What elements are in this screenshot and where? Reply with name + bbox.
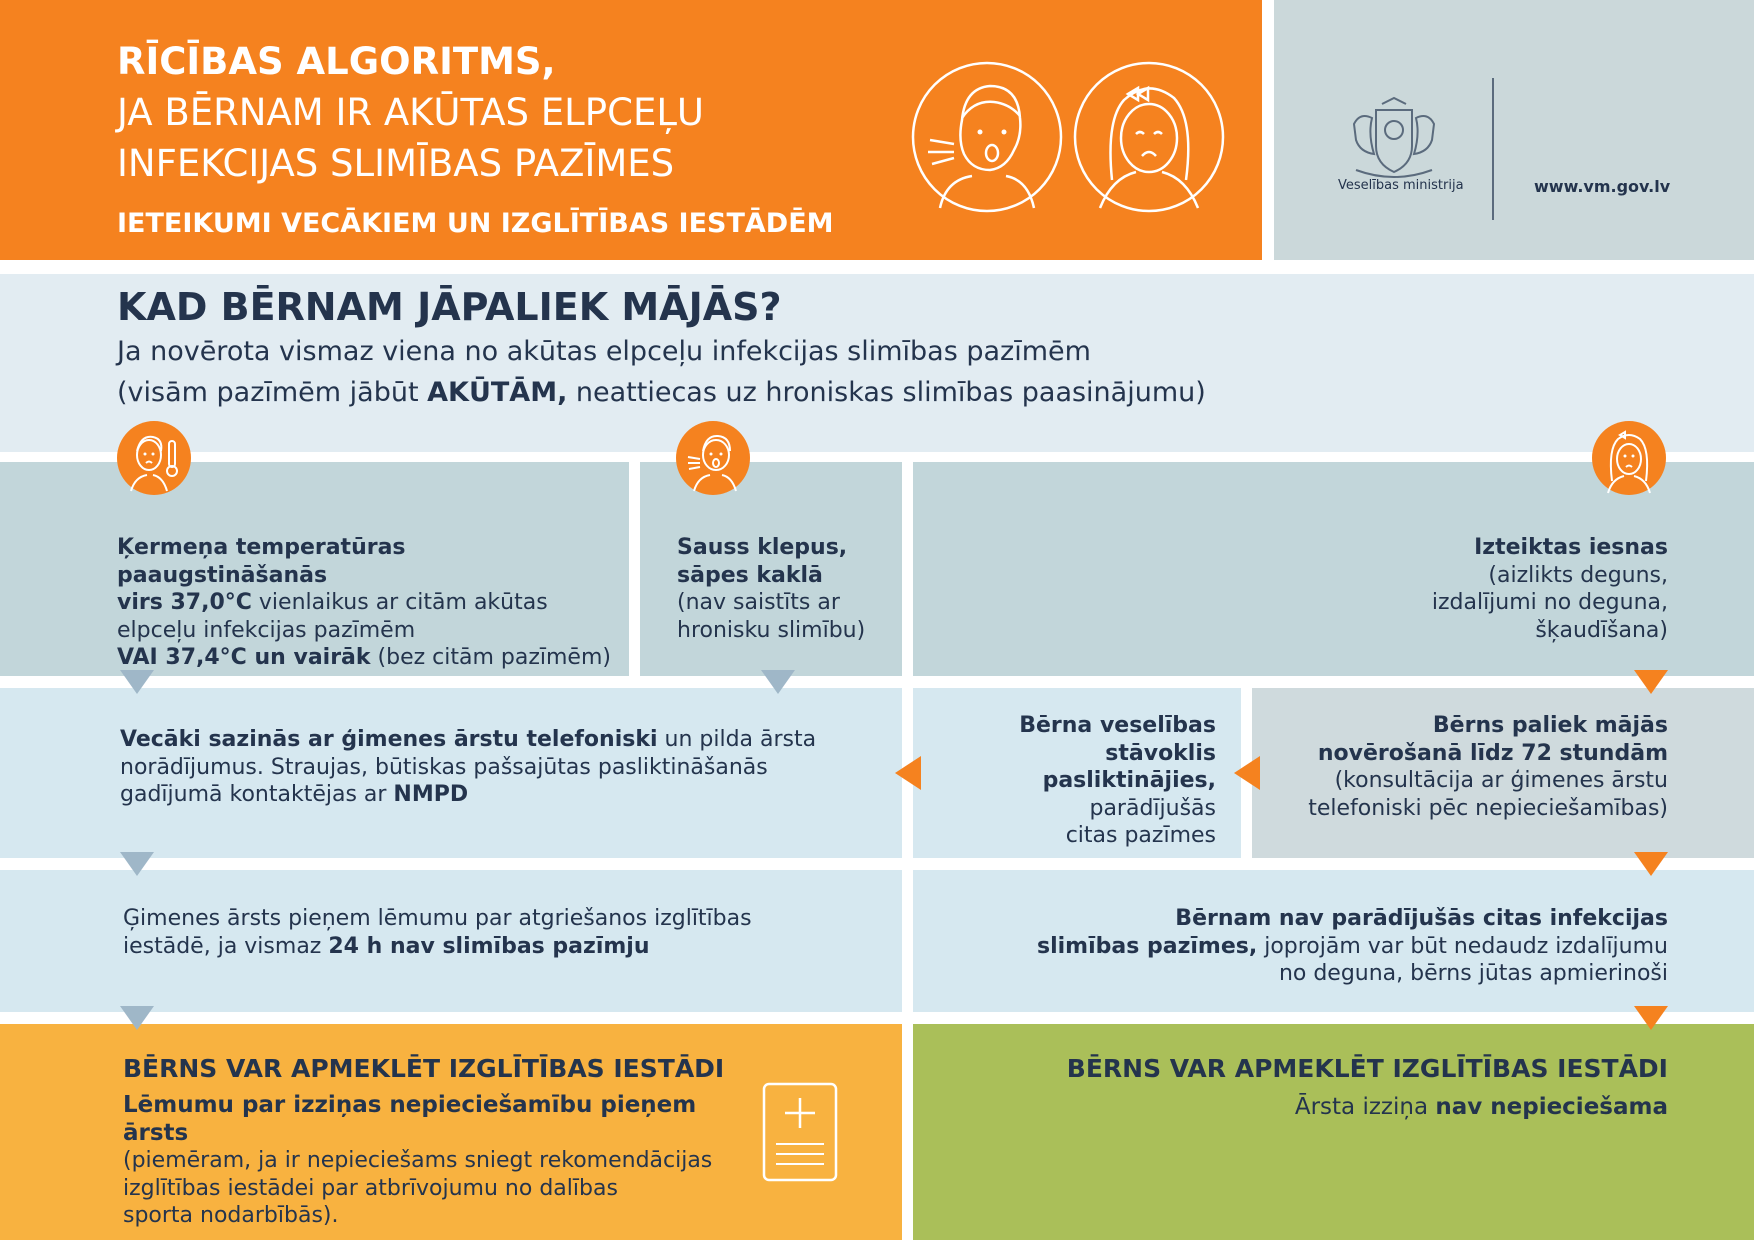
thermometer-child-icon: [117, 421, 191, 495]
parents-contact-text: Vecāki sazinās ar ģimenes ārstu telefoniski un pilda ārsta norādījumus. Straujas, būtiskas pašsajūtas pasliktināšanās gadījumā kontaktējas ar NMPD: [120, 727, 817, 807]
sick-girl-illustration: [1072, 60, 1226, 214]
ministry-name: Veselības ministrija: [1338, 178, 1464, 193]
medical-certificate-icon: [762, 1082, 838, 1182]
arrow-down-icon: [120, 670, 154, 694]
attend-school-title-right: BĒRNS VAR APMEKLĒT IZGLĪTĪBAS IESTĀDI: [1066, 1054, 1668, 1083]
arrow-left-icon: [1234, 756, 1260, 790]
arrow-left-icon: [895, 756, 921, 790]
symptom-temperature-text: Ķermeņa temperatūras paaugstināšanās virs 37,0°C vienlaikus ar citām akūtas elpceļu infekcijas pazīmēm VAI 37,4°C un vairāk (bez citām pazīmēm): [117, 535, 611, 670]
coughing-child-icon: [676, 421, 750, 495]
stay-home-text: Bērns paliek mājās novērošanā līdz 72 stundām (konsultācija ar ģimenes ārstu telefoniski pēc nepieciešamības): [1308, 713, 1668, 821]
no-other-symptoms-text: Bērnam nav parādījušās citas infekcijas slimības pazīmes, joprojām var būt nedaudz izdalījumu no deguna, bērns jūtas apmierinoši: [1036, 906, 1668, 986]
symptom-cough-text: Sauss klepus, sāpes kaklā (nav saistīts ar hronisku slimību): [677, 535, 866, 643]
header-title-line2: JA BĒRNAM IR AKŪTAS ELPCEĻU: [117, 91, 705, 134]
header-title: RĪCĪBAS ALGORITMS,: [117, 40, 556, 83]
arrow-down-icon: [120, 1006, 154, 1030]
arrow-down-icon: [1634, 670, 1668, 694]
arrow-down-icon: [120, 852, 154, 876]
arrow-down-icon: [761, 670, 795, 694]
condition-worsened-text: Bērna veselības stāvoklis pasliktinājies, parādījušās citas pazīmes: [1019, 713, 1216, 848]
arrow-down-icon: [1634, 1006, 1668, 1030]
ministry-url[interactable]: www.vm.gov.lv: [1534, 177, 1671, 196]
question-line2: (visām pazīmēm jābūt AKŪTĀM, neattiecas uz hroniskas slimības paasinājumu): [117, 377, 1206, 408]
attend-school-right-text: Ārsta izziņa nav nepieciešama: [1294, 1094, 1668, 1120]
logo-divider: [1492, 78, 1494, 220]
header-subtitle: IETEIKUMI VECĀKIEM UN IZGLĪTĪBAS IESTĀDĒM: [117, 208, 834, 239]
question-title: KAD BĒRNAM JĀPALIEK MĀJĀS?: [117, 285, 782, 329]
question-line1: Ja novērota vismaz viena no akūtas elpceļu infekcijas slimības pazīmēm: [117, 336, 1091, 367]
doctor-decision-text: Ģimenes ārsts pieņem lēmumu par atgriešanos izglītības iestādē, ja vismaz 24 h nav slimības pazīmju: [123, 906, 752, 959]
attend-school-left-text: Lēmumu par izziņas nepieciešamību pieņem ārsts (piemēram, ja ir nepieciešams sniegt rekomendācijas izglītības iestādei par atbrīvojumu no dalības sporta nodarbībās).: [123, 1092, 713, 1228]
coughing-child-illustration: [910, 60, 1064, 214]
header-title-line3: INFEKCIJAS SLIMĪBAS PAZĪMES: [117, 142, 675, 185]
symptom-runny-nose-text: Izteiktas iesnas (aizlikts deguns, izdalījumi no deguna, šķaudīšana): [1431, 535, 1668, 643]
runny-nose-girl-icon: [1592, 421, 1666, 495]
arrow-down-icon: [1634, 852, 1668, 876]
coat-of-arms-icon: [1342, 94, 1446, 180]
attend-school-title-left: BĒRNS VAR APMEKLĒT IZGLĪTĪBAS IESTĀDI: [123, 1054, 725, 1083]
